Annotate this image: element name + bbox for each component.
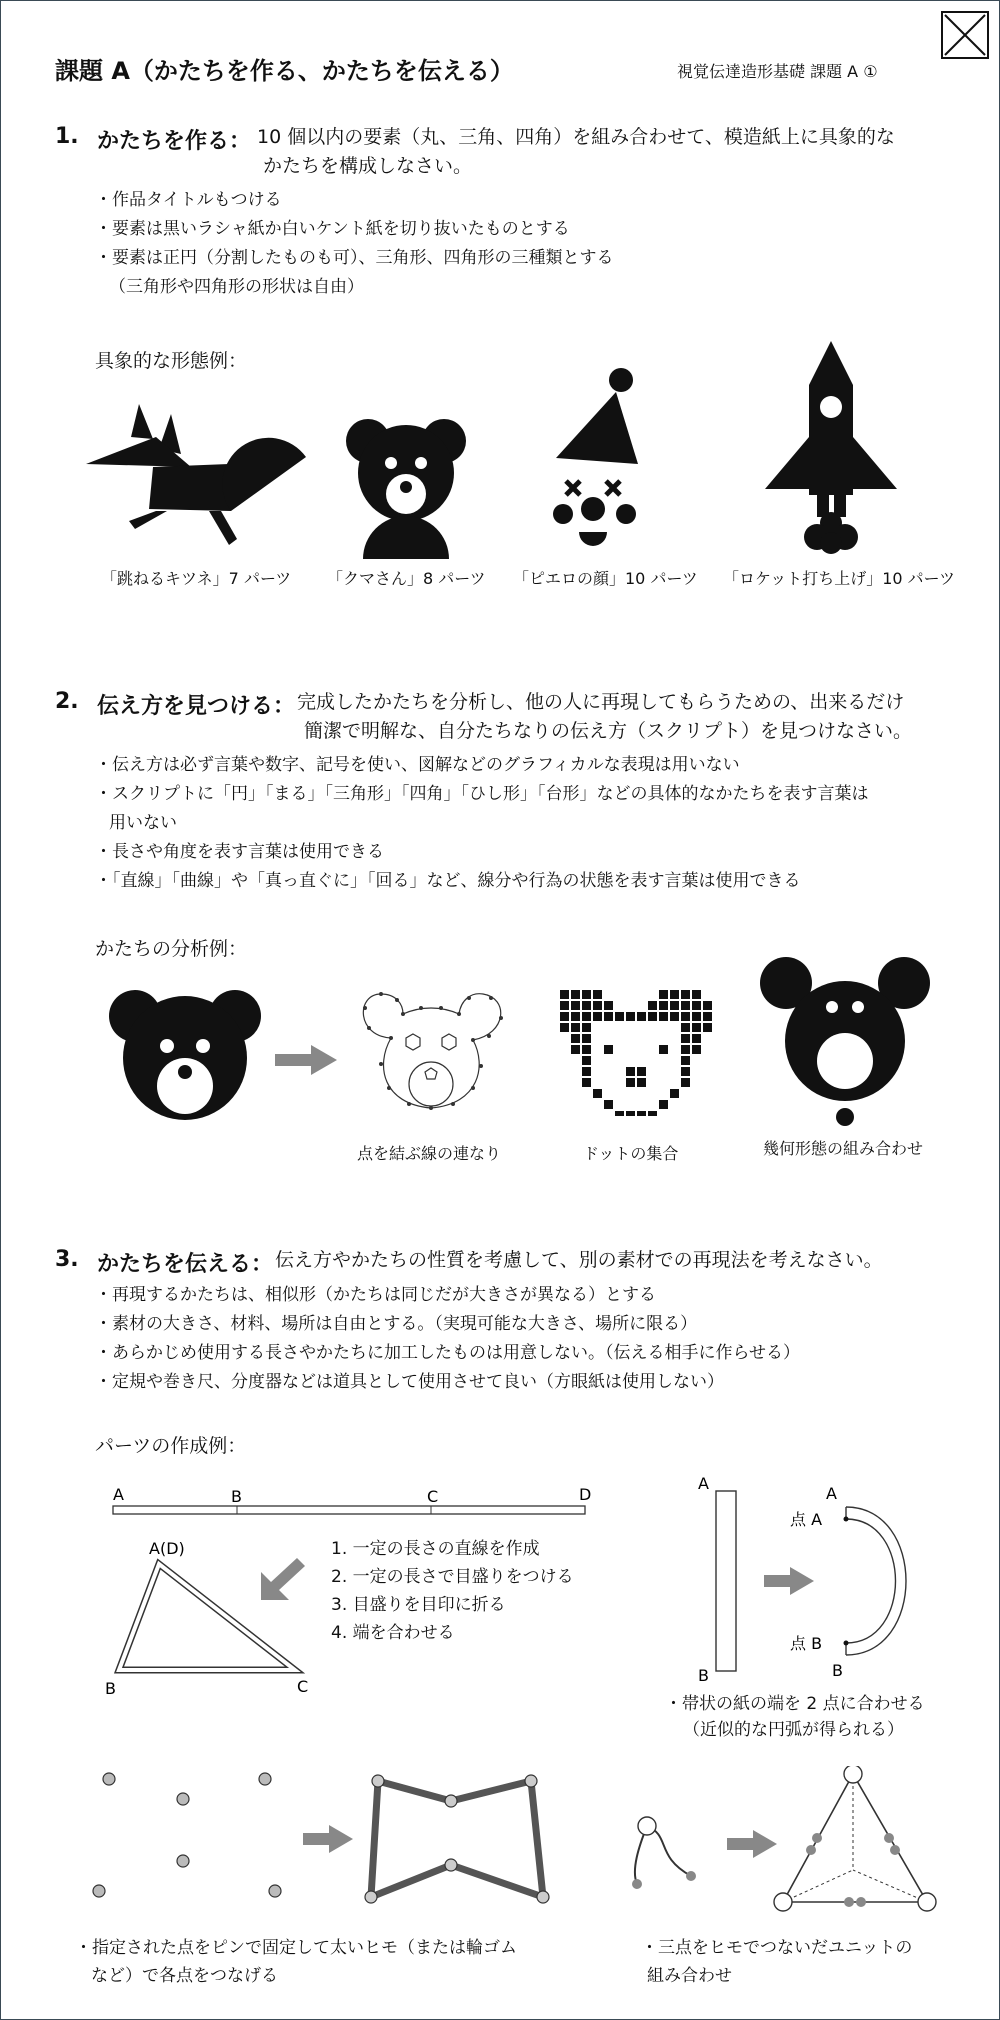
dot (626, 1067, 635, 1076)
arc-caption (665, 1691, 925, 1743)
dot (626, 1111, 635, 1116)
pins-caption (75, 1934, 517, 1990)
bullet: ・長さや角度を表す言葉は使用できる (95, 842, 384, 862)
dot (560, 1001, 569, 1010)
triangle-point-ad: A(D) (149, 1539, 185, 1558)
section3-bullets (95, 1281, 800, 1397)
analysis-caption-geometric: 幾何形態の組み合わせ (763, 1139, 924, 1158)
section2-desc-1: 完成したかたちを分析し、他の人に再現してもらうための、出来るだけ (297, 691, 905, 713)
caption-line: 組み合わせ (647, 1966, 732, 1986)
section3-desc: 伝え方やかたちの性質を考慮して、別の素材での再現法を考えなさい。 (275, 1249, 883, 1271)
dot (637, 1067, 646, 1076)
dot (582, 1001, 591, 1010)
bear-head-lines (351, 986, 511, 1126)
example-caption-rocket: 「ロケット打ち上げ」10 パーツ (723, 569, 956, 588)
close-icon (943, 13, 987, 57)
dot (582, 1067, 591, 1076)
dot (692, 1012, 701, 1021)
ruler-point-a: A (113, 1485, 124, 1504)
ruler-point-b: B (231, 1487, 242, 1506)
caption-line: （近似的な円弧が得られる） (683, 1720, 904, 1740)
bullet: ・要素は黒いラシャ紙か白いケント紙を切り抜いたものとする (95, 219, 570, 239)
dot (659, 1001, 668, 1010)
caption-line: ・三点をヒモでつないだユニットの (641, 1938, 913, 1958)
dot (670, 990, 679, 999)
examples-label: 具象的な形態例： (95, 350, 248, 372)
unit-diagram (631, 1766, 951, 1916)
dot (703, 1001, 712, 1010)
parts-label: パーツの作成例： (95, 1435, 247, 1457)
section1-heading: かたちを作る： (97, 129, 252, 154)
dot (593, 1012, 602, 1021)
section2-bullets (95, 751, 869, 896)
dot (648, 1111, 657, 1116)
dot (593, 1089, 602, 1098)
ruler-point-d: D (579, 1485, 592, 1504)
dot (670, 1012, 679, 1021)
dot (703, 1012, 712, 1021)
section2-desc-2: 簡潔で明解な、自分たちなりの伝え方（スクリプト）を見つけなさい。 (304, 720, 913, 742)
dot (692, 990, 701, 999)
clown-figure (546, 366, 666, 556)
dot (659, 1012, 668, 1021)
dot (648, 1001, 657, 1010)
dot (571, 1012, 580, 1021)
arrow-icon (275, 1045, 337, 1075)
dot (659, 990, 668, 999)
triangle-point-c: C (297, 1677, 309, 1696)
bullet: ・素材の大きさ、材料、場所は自由とする。（実現可能な大きさ、場所に限る） (95, 1314, 698, 1334)
dot (703, 1023, 712, 1032)
caption-line: ・指定された点をピンで固定して太いヒモ（または輪ゴム (75, 1938, 517, 1958)
dot (582, 1012, 591, 1021)
fox-tail (222, 438, 306, 511)
step: 1. 一定の長さの直線を作成 (331, 1539, 540, 1559)
example-caption-fox: 「跳ねるキツネ」7 パーツ (101, 569, 292, 588)
bullet: ・定規や巻き尺、分度器などは道具として使用させて良い（方眼紙は使用しない） (95, 1372, 724, 1392)
dot (681, 990, 690, 999)
dot (582, 1045, 591, 1054)
section1-desc-1: 10 個以内の要素（丸、三角、四角）を組み合わせて、模造紙上に具象的な (257, 126, 895, 148)
steps-list (331, 1535, 574, 1647)
step: 3. 目盛りを目印に折る (331, 1595, 506, 1615)
bullet: ・スクリプトに「円」「まる」「三角形」「四角」「ひし形」「台形」などの具体的なかたちを表す言葉は (95, 784, 869, 804)
bullet: ・伝え方は必ず言葉や数字、記号を使い、図解などのグラフィカルな表現は用いない (95, 755, 740, 775)
dot (604, 1012, 613, 1021)
bear-figure (341, 411, 471, 561)
dot (681, 1056, 690, 1065)
dot (571, 1023, 580, 1032)
fox-leg-front (129, 511, 167, 529)
dot (659, 1045, 668, 1054)
section2-number: 2. (55, 689, 79, 714)
dot (681, 1067, 690, 1076)
example-caption-bear: 「クマさん」8 パーツ (327, 569, 486, 588)
dot (692, 1023, 701, 1032)
section3-heading: かたちを伝える： (97, 1252, 274, 1277)
caption-line: など）で各点をつなげる (91, 1966, 278, 1986)
ruler-point-c: C (427, 1487, 439, 1506)
dot (582, 1056, 591, 1065)
section1-number: 1. (55, 124, 79, 149)
caption-line: ・帯状の紙の端を 2 点に合わせる (665, 1694, 925, 1714)
dot (582, 1034, 591, 1043)
dot (681, 1034, 690, 1043)
bullet: ・要素は正円（分割したものも可）、三角形、四角形の三種類とする (95, 248, 614, 268)
dot (670, 1089, 679, 1098)
analysis-label: かたちの分析例： (95, 938, 248, 960)
dot (626, 1012, 635, 1021)
bullet: ・再現するかたちは、相似形（かたちは同じだが大きさが異なる）とする (95, 1285, 656, 1305)
dot (637, 1078, 646, 1087)
bear-head-dots (556, 986, 716, 1116)
dot (571, 1045, 580, 1054)
page-title: 課題 A（かたちを作る、かたちを伝える） (55, 57, 514, 85)
dot (615, 1111, 624, 1116)
dot (571, 1034, 580, 1043)
dot (637, 1012, 646, 1021)
strip-label-b: B (698, 1666, 709, 1685)
bear-head-geometric (756, 951, 936, 1131)
arc-label-a-top: A (826, 1484, 837, 1503)
fox-ear-left (131, 404, 153, 439)
arc-label-point-a: 点 A (790, 1510, 823, 1529)
strip-arc-diagram (686, 1471, 946, 1686)
dot (560, 1023, 569, 1032)
section2-heading: 伝え方を見つける： (97, 694, 296, 719)
step: 2. 一定の長さで目盛りをつける (331, 1567, 574, 1587)
dot (681, 1023, 690, 1032)
bullet: ・作品タイトルもつける (95, 190, 282, 210)
section3-number: 3. (55, 1247, 79, 1272)
dot (681, 1001, 690, 1010)
analysis-caption-lines: 点を結ぶ線の連なり (357, 1144, 502, 1163)
dot (560, 1012, 569, 1021)
dot (593, 1001, 602, 1010)
dot (593, 990, 602, 999)
triangle-point-b: B (105, 1679, 116, 1698)
dot (692, 1001, 701, 1010)
step: 4. 端を合わせる (331, 1623, 455, 1643)
dot (692, 1034, 701, 1043)
section1-bullets (95, 186, 614, 302)
dot (604, 1100, 613, 1109)
dot (560, 990, 569, 999)
dot (582, 1023, 591, 1032)
bullet: （三角形や四角形の形状は自由） (109, 277, 364, 297)
bullet: ・「直線」「曲線」や「真っ直ぐに」「回る」など、線分や行為の状態を表す言葉は使用できる (95, 871, 801, 891)
page-subtitle: 視覚伝達造形基礎 課題 A ① (677, 62, 878, 81)
dot (692, 1045, 701, 1054)
pins-diagram (81, 1761, 601, 1916)
fox-figure (81, 399, 311, 559)
bear-head-solid (105, 986, 265, 1126)
section1-desc-2: かたちを構成しなさい。 (263, 155, 473, 177)
dot (648, 1012, 657, 1021)
arc-label-b-bottom: B (832, 1661, 843, 1680)
bullet: ・あらかじめ使用する長さやかたちに加工したものは用意しない。（伝える相手に作らせる） (95, 1343, 800, 1363)
arc-label-point-b: 点 B (790, 1634, 823, 1653)
unit-caption (641, 1934, 912, 1990)
dot (571, 1001, 580, 1010)
rocket-figure (761, 339, 901, 559)
dot (681, 1045, 690, 1054)
example-caption-clown: 「ピエロの顔」10 パーツ (513, 569, 698, 588)
dot (615, 1012, 624, 1021)
dot (626, 1078, 635, 1087)
bullet: 用いない (109, 813, 177, 833)
fox-leg-back (209, 511, 237, 545)
dot (582, 990, 591, 999)
dot (670, 1001, 679, 1010)
analysis-caption-dots: ドットの集合 (583, 1144, 679, 1163)
fox-body (149, 464, 231, 511)
dot (582, 1078, 591, 1087)
strip-label-a: A (698, 1474, 709, 1493)
dot (604, 1001, 613, 1010)
dot (637, 1111, 646, 1116)
dot (571, 990, 580, 999)
dot (659, 1100, 668, 1109)
dot (681, 1078, 690, 1087)
dot (681, 1012, 690, 1021)
close-box[interactable] (941, 11, 989, 59)
dot (604, 1045, 613, 1054)
